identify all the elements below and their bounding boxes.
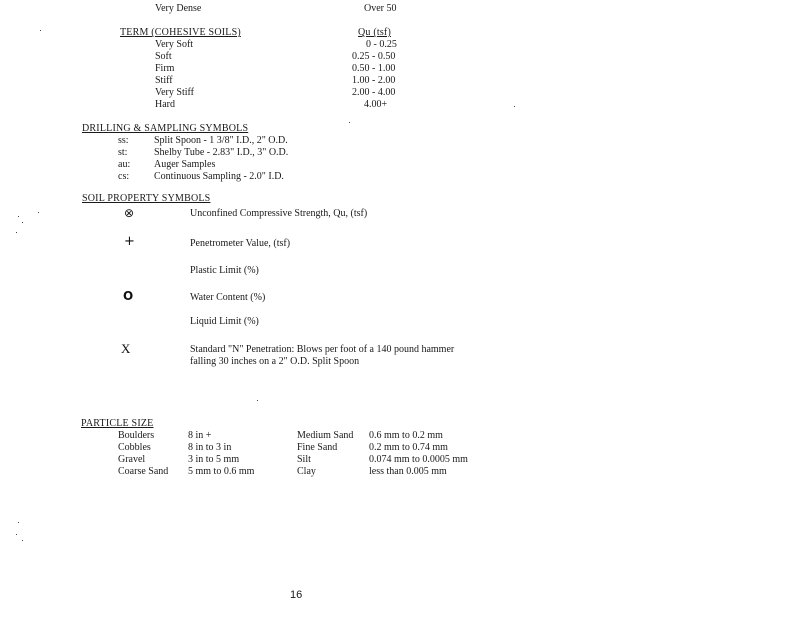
particle-name: Cobbles <box>118 442 151 453</box>
soil-property-heading: SOIL PROPERTY SYMBOLS <box>82 193 211 204</box>
particle-name: Gravel <box>118 454 146 465</box>
symbol-desc: Unconfined Compressive Strength, Qu, (tsf) <box>190 208 368 219</box>
symbol-desc: Water Content (%) <box>190 292 266 303</box>
particle-name: Silt <box>297 454 311 465</box>
particle-name: Coarse Sand <box>118 466 169 477</box>
symbol-desc: Penetrometer Value, (tsf) <box>190 238 291 249</box>
scan-speck <box>18 216 19 217</box>
particle-size-heading: PARTICLE SIZE <box>81 418 154 429</box>
scan-speck <box>18 522 19 523</box>
particle-range: 5 mm to 0.6 mm <box>188 466 255 477</box>
circle-icon: O <box>123 289 134 303</box>
particle-range: 8 in + <box>188 430 212 441</box>
crossed-circle-icon: ⊗ <box>124 206 135 220</box>
cohesive-term: Very Soft <box>155 39 194 50</box>
cohesive-heading: TERM (COHESIVE SOILS) <box>120 27 241 38</box>
scan-speck <box>22 222 23 223</box>
particle-range: 0.6 mm to 0.2 mm <box>369 430 443 441</box>
symbol-desc: Standard "N" Penetration: Blows per foot of a 140 pound hammer <box>190 344 455 355</box>
particle-range: 0.2 mm to 0.74 mm <box>369 442 448 453</box>
particle-range: 3 in to 5 mm <box>188 454 240 465</box>
cohesive-range: 2.00 - 4.00 <box>352 87 396 98</box>
scan-speck <box>38 212 39 213</box>
scan-speck <box>514 106 515 107</box>
symbol-desc: Liquid Limit (%) <box>190 316 259 327</box>
cohesive-term: Stiff <box>155 75 173 86</box>
page-number: 16 <box>290 589 303 601</box>
qu-header: Qu (tsf) <box>358 27 391 38</box>
scan-speck <box>257 400 258 401</box>
cohesive-term: Firm <box>155 63 175 74</box>
scan-speck <box>16 232 17 233</box>
particle-range: 8 in to 3 in <box>188 442 232 453</box>
x-icon: X <box>121 341 131 356</box>
cohesive-range: 4.00+ <box>364 99 388 110</box>
very-dense-value: Over 50 <box>364 3 397 14</box>
drilling-code: au: <box>118 159 131 170</box>
scan-speck <box>22 540 23 541</box>
cohesive-range: 0.25 - 0.50 <box>352 51 396 62</box>
drilling-desc: Split Spoon - 1 3/8" I.D., 2" O.D. <box>154 135 288 146</box>
cohesive-term: Hard <box>155 99 175 110</box>
cohesive-range: 1.00 - 2.00 <box>352 75 396 86</box>
particle-name: Fine Sand <box>297 442 338 453</box>
plus-icon: + <box>124 234 135 249</box>
particle-range: less than 0.005 mm <box>369 466 447 477</box>
drilling-code: ss: <box>118 135 129 146</box>
particle-name: Boulders <box>118 430 155 441</box>
very-dense-term: Very Dense <box>155 3 202 14</box>
scan-speck <box>16 534 17 535</box>
scan-speck <box>40 30 41 31</box>
drilling-desc: Auger Samples <box>154 159 216 170</box>
cohesive-term: Very Stiff <box>155 87 194 98</box>
symbol-desc-continued: falling 30 inches on a 2" O.D. Split Spoon <box>190 356 360 367</box>
drilling-desc: Continuous Sampling - 2.0" I.D. <box>154 171 284 182</box>
particle-name: Medium Sand <box>297 430 354 441</box>
cohesive-range: 0.50 - 1.00 <box>352 63 396 74</box>
scan-speck <box>349 122 350 123</box>
cohesive-term: Soft <box>155 51 172 62</box>
drilling-desc: Shelby Tube - 2.83" I.D., 3" O.D. <box>154 147 289 158</box>
cohesive-range: 0 - 0.25 <box>366 39 397 50</box>
particle-range: 0.074 mm to 0.0005 mm <box>369 454 468 465</box>
drilling-heading: DRILLING & SAMPLING SYMBOLS <box>82 123 249 134</box>
drilling-code: st: <box>118 147 128 158</box>
symbol-desc: Plastic Limit (%) <box>190 265 259 276</box>
drilling-code: cs: <box>118 171 130 182</box>
particle-name: Clay <box>297 466 316 477</box>
